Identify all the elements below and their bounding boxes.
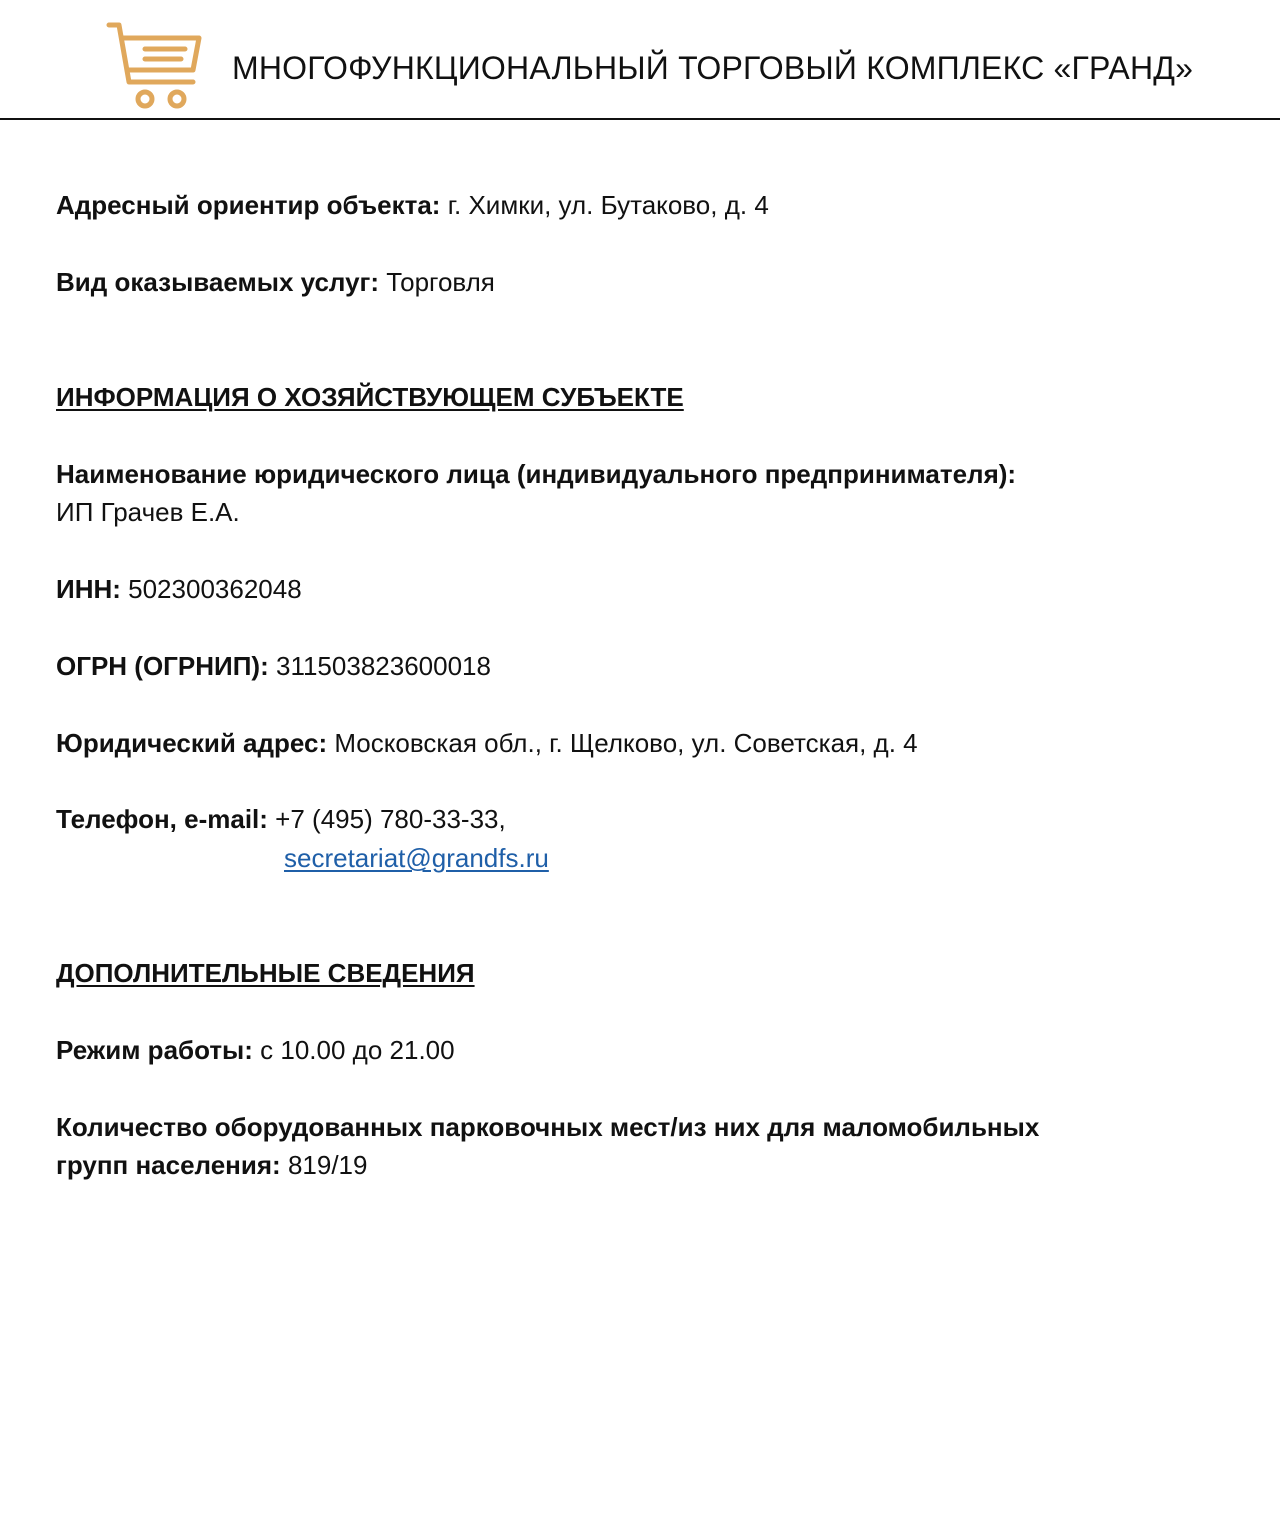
parking-row — [56, 1146, 367, 1184]
additional-section-heading: ДОПОЛНИТЕЛЬНЫЕ СВЕДЕНИЯ — [56, 958, 475, 988]
entity-name-label: Наименование юридического лица (индивидуального предпринимателя): — [56, 459, 1017, 489]
inn-value: 502300362048 — [128, 574, 302, 604]
entity-section-heading: ИНФОРМАЦИЯ О ХОЗЯЙСТВУЮЩЕМ СУБЪЕКТЕ — [56, 382, 684, 412]
inn-row — [56, 570, 302, 608]
phone-value: +7 (495) 780-33-33, — [275, 804, 506, 834]
contact-label: Телефон, e-mail: — [56, 804, 268, 834]
legal-address-value: Московская обл., г. Щелково, ул. Советская, д. 4 — [334, 728, 918, 758]
ogrn-value: 311503823600018 — [275, 651, 491, 681]
hours-row — [56, 1031, 455, 1069]
contact-row — [56, 800, 506, 838]
inn-label: ИНН: — [56, 574, 121, 604]
address-row — [56, 186, 769, 224]
parking-label-line2: групп населения: — [56, 1150, 281, 1180]
address-label: Адресный ориентир объекта: — [56, 190, 441, 220]
ogrn-label: ОГРН (ОГРНИП): — [56, 651, 269, 681]
email-link[interactable]: secretariat@grandfs.ru — [284, 843, 549, 873]
legal-address-row — [56, 724, 918, 762]
shopping-cart-icon — [105, 20, 205, 112]
hours-value: с 10.00 до 21.00 — [260, 1035, 455, 1065]
legal-address-label: Юридический адрес: — [56, 728, 328, 758]
parking-label-line1: Количество оборудованных парковочных мест/из них для маломобильных — [56, 1112, 1040, 1142]
service-value: Торговля — [386, 267, 495, 297]
hours-label: Режим работы: — [56, 1035, 253, 1065]
header-title: МНОГОФУНКЦИОНАЛЬНЫЙ ТОРГОВЫЙ КОМПЛЕКС «ГРАНД» — [232, 50, 1194, 86]
ogrn-row — [56, 647, 491, 685]
page-header — [0, 0, 1280, 120]
service-row — [56, 263, 495, 301]
entity-name-value: ИП Грачев Е.А. — [56, 497, 240, 527]
email-row — [284, 839, 549, 877]
service-label: Вид оказываемых услуг: — [56, 267, 380, 297]
address-value: г. Химки, ул. Бутаково, д. 4 — [447, 190, 769, 220]
parking-value: 819/19 — [287, 1150, 368, 1180]
